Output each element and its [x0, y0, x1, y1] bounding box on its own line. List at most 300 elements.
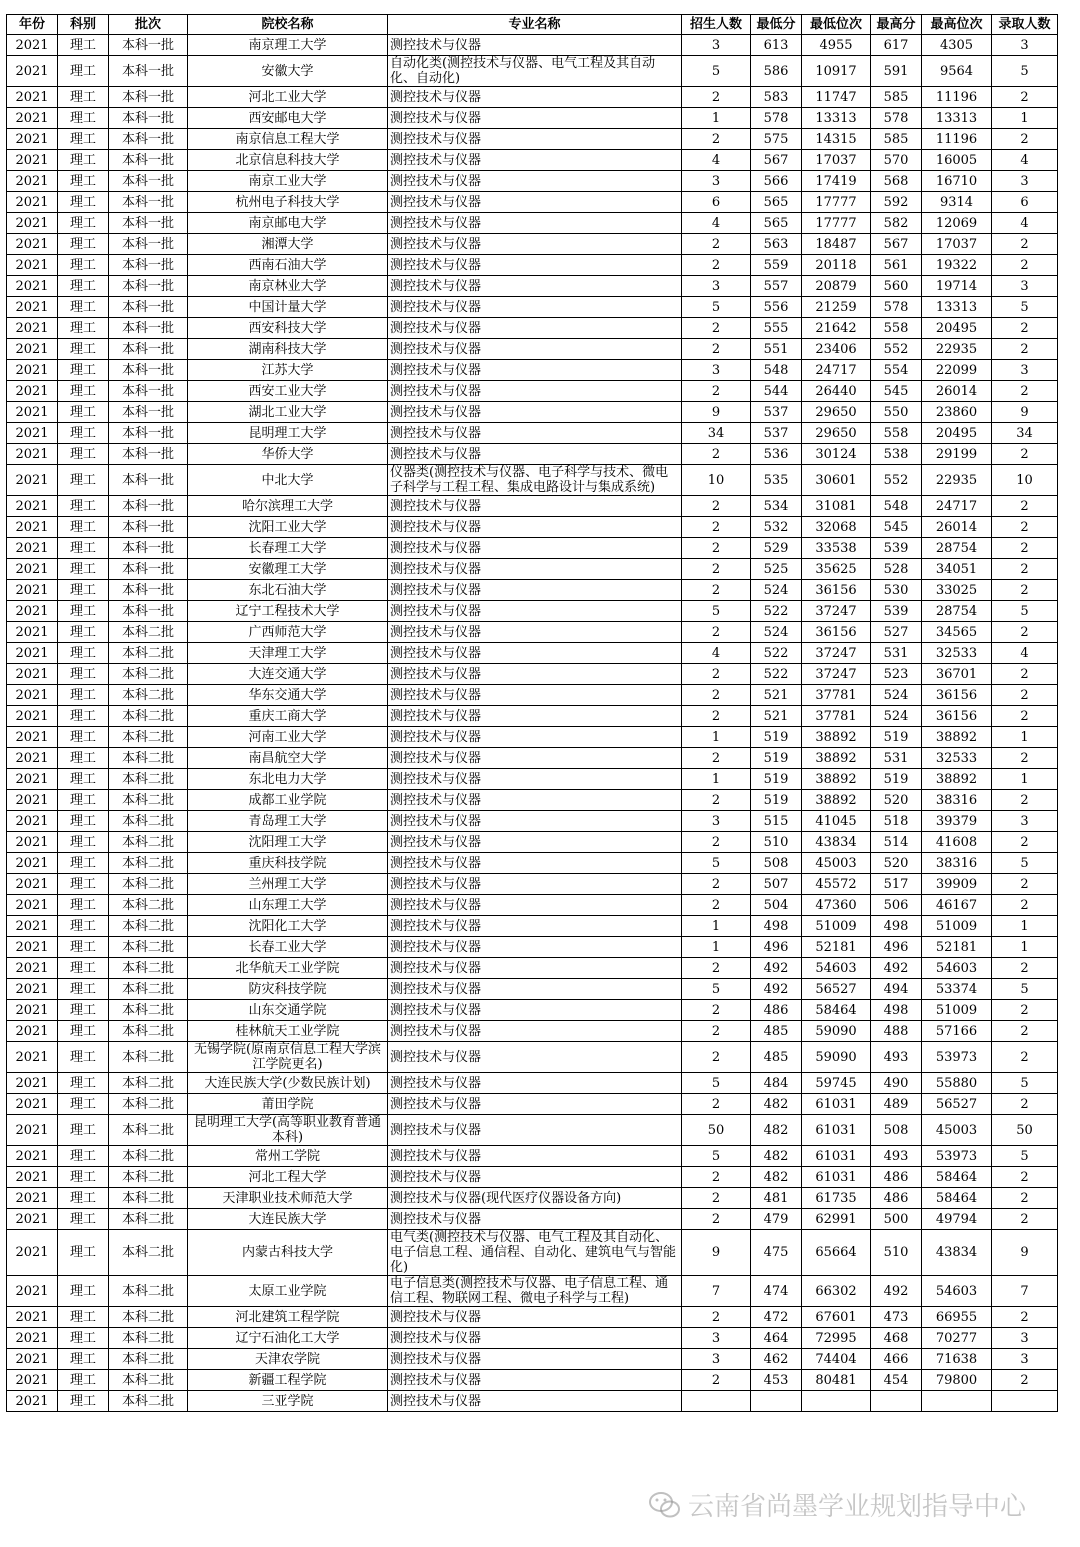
- year-cell: 2021: [7, 1276, 58, 1307]
- batch-cell: 本科二批: [109, 1328, 188, 1349]
- major-cell: 测控技术与仪器: [388, 150, 682, 171]
- min-score-cell: 481: [751, 1188, 802, 1209]
- admitted-cell: [992, 1391, 1058, 1412]
- max-score-cell: 531: [871, 748, 922, 769]
- batch-cell: 本科一批: [109, 538, 188, 559]
- major-cell: 测控技术与仪器: [388, 937, 682, 958]
- category-cell: 理工: [58, 979, 109, 1000]
- plan-cell: 2: [682, 538, 751, 559]
- max-rank-cell: 28754: [922, 601, 992, 622]
- major-cell: 测控技术与仪器: [388, 1328, 682, 1349]
- year-cell: 2021: [7, 1328, 58, 1349]
- max-rank-cell: 24717: [922, 496, 992, 517]
- category-cell: 理工: [58, 811, 109, 832]
- min-rank-cell: 35625: [802, 559, 871, 580]
- major-cell: 测控技术与仪器(现代医疗仪器设备方向): [388, 1188, 682, 1209]
- min-score-cell: 551: [751, 339, 802, 360]
- min-rank-cell: 58464: [802, 1000, 871, 1021]
- admitted-cell: 2: [992, 444, 1058, 465]
- batch-cell: 本科一批: [109, 87, 188, 108]
- min-score-cell: 521: [751, 706, 802, 727]
- admitted-cell: 2: [992, 1094, 1058, 1115]
- min-rank-cell: 14315: [802, 129, 871, 150]
- min-score-cell: 462: [751, 1349, 802, 1370]
- school-cell: 西安邮电大学: [188, 108, 388, 129]
- min-rank-cell: 37781: [802, 685, 871, 706]
- major-cell: 测控技术与仪器: [388, 706, 682, 727]
- year-cell: 2021: [7, 580, 58, 601]
- max-rank-cell: 34565: [922, 622, 992, 643]
- batch-cell: 本科二批: [109, 853, 188, 874]
- batch-cell: 本科一批: [109, 108, 188, 129]
- max-rank-cell: 49794: [922, 1209, 992, 1230]
- min-rank-cell: 31081: [802, 496, 871, 517]
- max-score-cell: 496: [871, 937, 922, 958]
- plan-cell: 2: [682, 1167, 751, 1188]
- plan-cell: 9: [682, 1230, 751, 1276]
- admitted-cell: 2: [992, 1167, 1058, 1188]
- min-rank-cell: [802, 1391, 871, 1412]
- category-cell: 理工: [58, 1349, 109, 1370]
- plan-cell: 4: [682, 150, 751, 171]
- major-cell: 测控技术与仪器: [388, 1073, 682, 1094]
- year-cell: 2021: [7, 538, 58, 559]
- plan-cell: 5: [682, 601, 751, 622]
- admitted-cell: 2: [992, 1307, 1058, 1328]
- min-rank-cell: 20879: [802, 276, 871, 297]
- plan-cell: 1: [682, 769, 751, 790]
- year-cell: 2021: [7, 1000, 58, 1021]
- min-score-cell: 453: [751, 1370, 802, 1391]
- category-cell: 理工: [58, 559, 109, 580]
- major-cell: 测控技术与仪器: [388, 339, 682, 360]
- school-cell: 华东交通大学: [188, 685, 388, 706]
- plan-cell: 2: [682, 234, 751, 255]
- admitted-cell: 2: [992, 339, 1058, 360]
- table-row: [7, 150, 1058, 171]
- max-score-cell: 558: [871, 423, 922, 444]
- max-rank-cell: 70277: [922, 1328, 992, 1349]
- major-cell: 测控技术与仪器: [388, 1391, 682, 1412]
- min-rank-cell: 61031: [802, 1167, 871, 1188]
- school-cell: 江苏大学: [188, 360, 388, 381]
- school-cell: 兰州理工大学: [188, 874, 388, 895]
- min-score-cell: 524: [751, 580, 802, 601]
- min-rank-cell: 26440: [802, 381, 871, 402]
- school-cell: 河北建筑工程学院: [188, 1307, 388, 1328]
- max-score-cell: 578: [871, 297, 922, 318]
- min-rank-cell: 51009: [802, 916, 871, 937]
- major-cell: 测控技术与仪器: [388, 255, 682, 276]
- school-cell: 杭州电子科技大学: [188, 192, 388, 213]
- school-cell: 北华航天工业学院: [188, 958, 388, 979]
- table-row: [7, 1146, 1058, 1167]
- min-score-cell: 485: [751, 1021, 802, 1042]
- year-cell: 2021: [7, 318, 58, 339]
- min-score-cell: 534: [751, 496, 802, 517]
- min-score-cell: 482: [751, 1094, 802, 1115]
- plan-cell: 2: [682, 1370, 751, 1391]
- min-score-cell: 556: [751, 297, 802, 318]
- header-min-rank: 最低位次: [802, 15, 871, 35]
- category-cell: 理工: [58, 87, 109, 108]
- table-row: [7, 832, 1058, 853]
- table-row: [7, 444, 1058, 465]
- admitted-cell: 2: [992, 580, 1058, 601]
- admitted-cell: 2: [992, 832, 1058, 853]
- max-score-cell: 531: [871, 643, 922, 664]
- batch-cell: 本科二批: [109, 1276, 188, 1307]
- school-cell: 新疆工程学院: [188, 1370, 388, 1391]
- plan-cell: 2: [682, 958, 751, 979]
- category-cell: 理工: [58, 56, 109, 87]
- plan-cell: 2: [682, 496, 751, 517]
- max-score-cell: 552: [871, 465, 922, 496]
- min-score-cell: 536: [751, 444, 802, 465]
- category-cell: 理工: [58, 213, 109, 234]
- table-row: [7, 895, 1058, 916]
- category-cell: 理工: [58, 1146, 109, 1167]
- table-row: [7, 1167, 1058, 1188]
- major-cell: 测控技术与仪器: [388, 1000, 682, 1021]
- min-rank-cell: 33538: [802, 538, 871, 559]
- min-score-cell: 504: [751, 895, 802, 916]
- max-score-cell: 560: [871, 276, 922, 297]
- header-max-rank: 最高位次: [922, 15, 992, 35]
- batch-cell: 本科一批: [109, 496, 188, 517]
- plan-cell: 2: [682, 1188, 751, 1209]
- batch-cell: 本科二批: [109, 643, 188, 664]
- admitted-cell: 5: [992, 601, 1058, 622]
- max-rank-cell: 38892: [922, 727, 992, 748]
- major-cell: 测控技术与仪器: [388, 171, 682, 192]
- max-score-cell: 530: [871, 580, 922, 601]
- max-score-cell: 561: [871, 255, 922, 276]
- min-score-cell: 586: [751, 56, 802, 87]
- plan-cell: 2: [682, 1000, 751, 1021]
- school-cell: 大连民族大学(少数民族计划): [188, 1073, 388, 1094]
- max-score-cell: 524: [871, 706, 922, 727]
- min-rank-cell: 30601: [802, 465, 871, 496]
- admitted-cell: 5: [992, 1146, 1058, 1167]
- batch-cell: 本科二批: [109, 1146, 188, 1167]
- school-cell: 长春工业大学: [188, 937, 388, 958]
- max-score-cell: 538: [871, 444, 922, 465]
- table-row: [7, 1115, 1058, 1146]
- batch-cell: 本科一批: [109, 402, 188, 423]
- plan-cell: 2: [682, 1042, 751, 1073]
- category-cell: 理工: [58, 297, 109, 318]
- max-rank-cell: [922, 1391, 992, 1412]
- max-rank-cell: 19714: [922, 276, 992, 297]
- plan-cell: 2: [682, 874, 751, 895]
- min-score-cell: 486: [751, 1000, 802, 1021]
- max-rank-cell: 29199: [922, 444, 992, 465]
- batch-cell: 本科二批: [109, 1230, 188, 1276]
- major-cell: 仪器类(测控技术与仪器、电子科学与技术、微电子科学与工程工程、集成电路设计与集成系统): [388, 465, 682, 496]
- admitted-cell: 2: [992, 748, 1058, 769]
- table-row: [7, 769, 1058, 790]
- school-cell: 常州工学院: [188, 1146, 388, 1167]
- year-cell: 2021: [7, 1073, 58, 1094]
- admitted-cell: 2: [992, 1209, 1058, 1230]
- max-score-cell: 492: [871, 1276, 922, 1307]
- table-row: [7, 517, 1058, 538]
- plan-cell: 5: [682, 56, 751, 87]
- year-cell: 2021: [7, 811, 58, 832]
- max-rank-cell: 16005: [922, 150, 992, 171]
- admitted-cell: 4: [992, 213, 1058, 234]
- table-row: [7, 979, 1058, 1000]
- table-row: [7, 192, 1058, 213]
- year-cell: 2021: [7, 255, 58, 276]
- plan-cell: 5: [682, 297, 751, 318]
- max-rank-cell: 22935: [922, 465, 992, 496]
- min-score-cell: 482: [751, 1167, 802, 1188]
- plan-cell: 3: [682, 360, 751, 381]
- max-rank-cell: 9564: [922, 56, 992, 87]
- plan-cell: 2: [682, 790, 751, 811]
- admitted-cell: 3: [992, 171, 1058, 192]
- max-rank-cell: 55880: [922, 1073, 992, 1094]
- min-rank-cell: 52181: [802, 937, 871, 958]
- admitted-cell: 2: [992, 1000, 1058, 1021]
- batch-cell: 本科二批: [109, 1167, 188, 1188]
- min-score-cell: 557: [751, 276, 802, 297]
- admitted-cell: 2: [992, 874, 1058, 895]
- table-row: [7, 318, 1058, 339]
- batch-cell: 本科二批: [109, 748, 188, 769]
- min-score-cell: 522: [751, 643, 802, 664]
- batch-cell: 本科一批: [109, 360, 188, 381]
- major-cell: 测控技术与仪器: [388, 87, 682, 108]
- category-cell: 理工: [58, 108, 109, 129]
- plan-cell: 2: [682, 129, 751, 150]
- major-cell: 测控技术与仪器: [388, 192, 682, 213]
- min-score-cell: 535: [751, 465, 802, 496]
- min-score-cell: 496: [751, 937, 802, 958]
- table-row: [7, 1307, 1058, 1328]
- school-cell: 重庆科技学院: [188, 853, 388, 874]
- max-score-cell: 568: [871, 171, 922, 192]
- category-cell: 理工: [58, 35, 109, 56]
- batch-cell: 本科一批: [109, 517, 188, 538]
- min-rank-cell: 17419: [802, 171, 871, 192]
- major-cell: 测控技术与仪器: [388, 276, 682, 297]
- major-cell: 测控技术与仪器: [388, 769, 682, 790]
- school-cell: 河北工程大学: [188, 1167, 388, 1188]
- year-cell: 2021: [7, 192, 58, 213]
- admitted-cell: 2: [992, 129, 1058, 150]
- year-cell: 2021: [7, 517, 58, 538]
- category-cell: 理工: [58, 832, 109, 853]
- major-cell: 测控技术与仪器: [388, 685, 682, 706]
- max-score-cell: 508: [871, 1115, 922, 1146]
- year-cell: 2021: [7, 56, 58, 87]
- major-cell: 测控技术与仪器: [388, 1094, 682, 1115]
- max-score-cell: 524: [871, 685, 922, 706]
- table-row: [7, 601, 1058, 622]
- max-rank-cell: 54603: [922, 958, 992, 979]
- year-cell: 2021: [7, 496, 58, 517]
- min-rank-cell: 29650: [802, 402, 871, 423]
- school-cell: 青岛理工大学: [188, 811, 388, 832]
- plan-cell: 3: [682, 276, 751, 297]
- major-cell: 测控技术与仪器: [388, 402, 682, 423]
- min-score-cell: 492: [751, 958, 802, 979]
- min-rank-cell: 37247: [802, 664, 871, 685]
- category-cell: 理工: [58, 1073, 109, 1094]
- major-cell: 电气类(测控技术与仪器、电气工程及其自动化、电子信息工程、通信程、自动化、建筑电气与智能化): [388, 1230, 682, 1276]
- category-cell: 理工: [58, 129, 109, 150]
- category-cell: 理工: [58, 601, 109, 622]
- max-rank-cell: 56527: [922, 1094, 992, 1115]
- max-rank-cell: 33025: [922, 580, 992, 601]
- admitted-cell: 9: [992, 402, 1058, 423]
- major-cell: 测控技术与仪器: [388, 664, 682, 685]
- admitted-cell: 2: [992, 517, 1058, 538]
- major-cell: 测控技术与仪器: [388, 811, 682, 832]
- year-cell: 2021: [7, 360, 58, 381]
- admitted-cell: 1: [992, 727, 1058, 748]
- plan-cell: 2: [682, 255, 751, 276]
- table-row: [7, 1094, 1058, 1115]
- admitted-cell: 2: [992, 318, 1058, 339]
- major-cell: 测控技术与仪器: [388, 790, 682, 811]
- max-score-cell: 494: [871, 979, 922, 1000]
- min-rank-cell: 43834: [802, 832, 871, 853]
- batch-cell: 本科二批: [109, 1094, 188, 1115]
- year-cell: 2021: [7, 339, 58, 360]
- batch-cell: 本科二批: [109, 874, 188, 895]
- admitted-cell: 3: [992, 1328, 1058, 1349]
- batch-cell: 本科一批: [109, 192, 188, 213]
- school-cell: 桂林航天工业学院: [188, 1021, 388, 1042]
- year-cell: 2021: [7, 664, 58, 685]
- school-cell: 西南石油大学: [188, 255, 388, 276]
- table-row: [7, 129, 1058, 150]
- year-cell: 2021: [7, 706, 58, 727]
- batch-cell: 本科二批: [109, 916, 188, 937]
- max-rank-cell: 26014: [922, 381, 992, 402]
- school-cell: 南昌航空大学: [188, 748, 388, 769]
- min-rank-cell: 17037: [802, 150, 871, 171]
- admitted-cell: 2: [992, 381, 1058, 402]
- min-rank-cell: 23406: [802, 339, 871, 360]
- header-batch: 批次: [109, 15, 188, 35]
- table-row: [7, 1021, 1058, 1042]
- min-score-cell: 613: [751, 35, 802, 56]
- major-cell: 测控技术与仪器: [388, 108, 682, 129]
- admitted-cell: 50: [992, 1115, 1058, 1146]
- max-score-cell: 519: [871, 727, 922, 748]
- school-cell: 北京信息科技大学: [188, 150, 388, 171]
- max-rank-cell: 51009: [922, 1000, 992, 1021]
- max-score-cell: 510: [871, 1230, 922, 1276]
- major-cell: 测控技术与仪器: [388, 1167, 682, 1188]
- school-cell: 山东交通学院: [188, 1000, 388, 1021]
- category-cell: 理工: [58, 381, 109, 402]
- year-cell: 2021: [7, 685, 58, 706]
- major-cell: 测控技术与仪器: [388, 1115, 682, 1146]
- plan-cell: 9: [682, 402, 751, 423]
- max-score-cell: 520: [871, 790, 922, 811]
- admitted-cell: 2: [992, 664, 1058, 685]
- year-cell: 2021: [7, 150, 58, 171]
- min-rank-cell: 59090: [802, 1042, 871, 1073]
- table-row: [7, 360, 1058, 381]
- school-cell: 天津职业技术师范大学: [188, 1188, 388, 1209]
- max-score-cell: 545: [871, 381, 922, 402]
- max-rank-cell: 39909: [922, 874, 992, 895]
- major-cell: 测控技术与仪器: [388, 538, 682, 559]
- min-rank-cell: 61031: [802, 1094, 871, 1115]
- year-cell: 2021: [7, 444, 58, 465]
- min-score-cell: 492: [751, 979, 802, 1000]
- max-rank-cell: 46167: [922, 895, 992, 916]
- batch-cell: 本科二批: [109, 811, 188, 832]
- max-score-cell: 468: [871, 1328, 922, 1349]
- table-row: [7, 643, 1058, 664]
- table-row: [7, 35, 1058, 56]
- max-rank-cell: 58464: [922, 1188, 992, 1209]
- table-row: [7, 234, 1058, 255]
- max-rank-cell: 41608: [922, 832, 992, 853]
- table-row: [7, 748, 1058, 769]
- max-rank-cell: 36156: [922, 706, 992, 727]
- plan-cell: 2: [682, 381, 751, 402]
- table-row: [7, 706, 1058, 727]
- min-rank-cell: 21259: [802, 297, 871, 318]
- min-score-cell: 472: [751, 1307, 802, 1328]
- max-rank-cell: 22099: [922, 360, 992, 381]
- max-score-cell: 558: [871, 318, 922, 339]
- batch-cell: 本科一批: [109, 559, 188, 580]
- batch-cell: 本科二批: [109, 937, 188, 958]
- school-cell: 河北工业大学: [188, 87, 388, 108]
- category-cell: 理工: [58, 1021, 109, 1042]
- max-rank-cell: 17037: [922, 234, 992, 255]
- plan-cell: 1: [682, 108, 751, 129]
- school-cell: 重庆工商大学: [188, 706, 388, 727]
- year-cell: 2021: [7, 958, 58, 979]
- table-row: [7, 937, 1058, 958]
- year-cell: 2021: [7, 1230, 58, 1276]
- max-score-cell: 493: [871, 1042, 922, 1073]
- category-cell: 理工: [58, 706, 109, 727]
- school-cell: 哈尔滨理工大学: [188, 496, 388, 517]
- table-row: [7, 790, 1058, 811]
- max-score-cell: 578: [871, 108, 922, 129]
- min-score-cell: 515: [751, 811, 802, 832]
- batch-cell: 本科二批: [109, 706, 188, 727]
- min-score-cell: 479: [751, 1209, 802, 1230]
- year-cell: 2021: [7, 381, 58, 402]
- table-row: [7, 727, 1058, 748]
- batch-cell: 本科一批: [109, 444, 188, 465]
- category-cell: 理工: [58, 895, 109, 916]
- admitted-cell: 7: [992, 1276, 1058, 1307]
- major-cell: 测控技术与仪器: [388, 423, 682, 444]
- min-score-cell: 510: [751, 832, 802, 853]
- admitted-cell: 2: [992, 1021, 1058, 1042]
- max-rank-cell: 58464: [922, 1167, 992, 1188]
- year-cell: 2021: [7, 108, 58, 129]
- year-cell: 2021: [7, 1391, 58, 1412]
- year-cell: 2021: [7, 601, 58, 622]
- min-score-cell: 537: [751, 423, 802, 444]
- batch-cell: 本科二批: [109, 1370, 188, 1391]
